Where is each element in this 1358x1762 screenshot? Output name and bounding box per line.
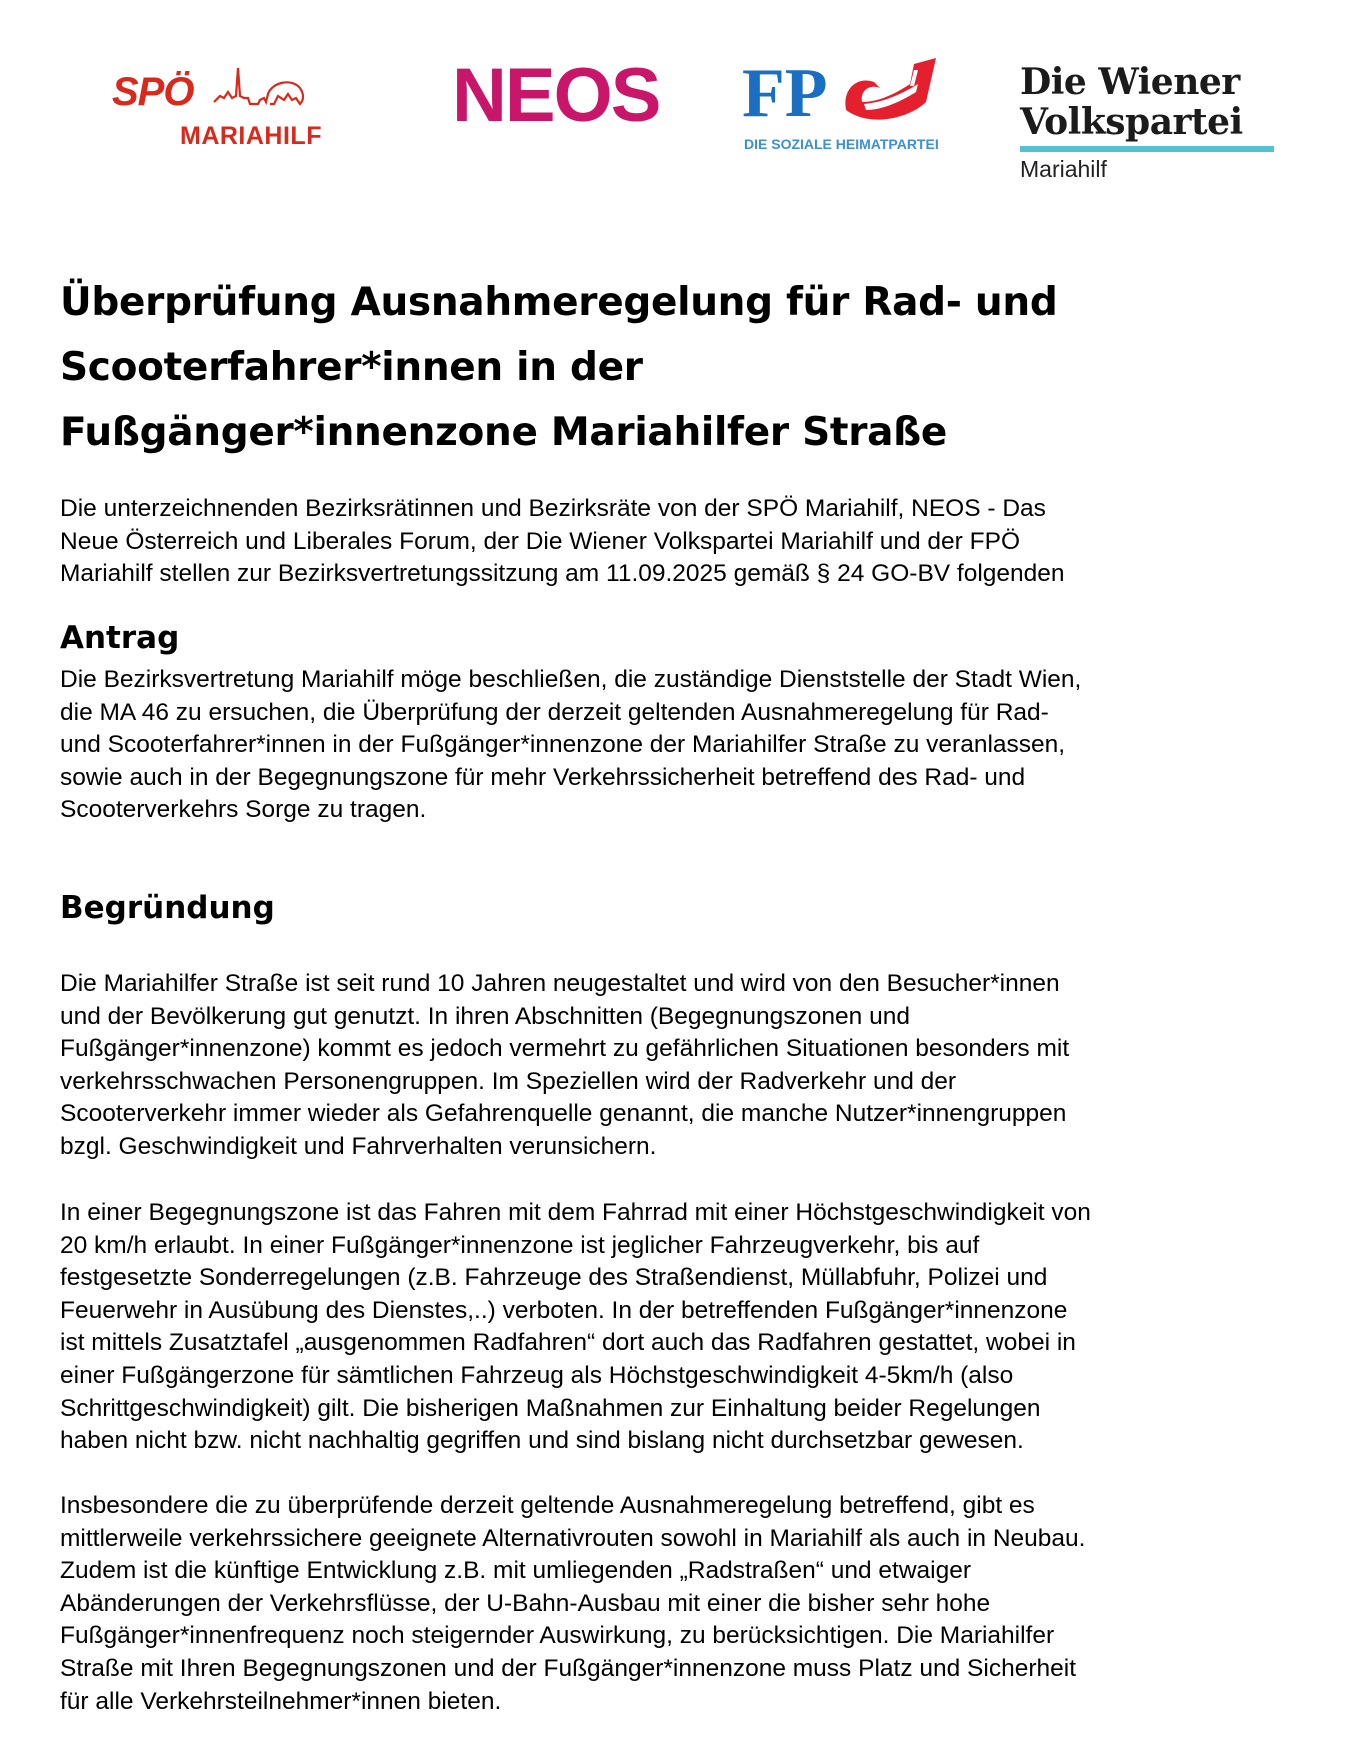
austrian-flag-swoosh-icon: [840, 58, 940, 130]
fpo-logo: [742, 56, 972, 156]
text-line: Die unterzeichnenden Bezirksrätinnen und Bezirksräte von der SPÖ Mariahilf, NEOS - Das: [60, 495, 1046, 522]
begruendung-paragraph-2: [60, 1197, 1305, 1458]
oevp-mariahilf-logo: [1020, 62, 1280, 192]
text-line: Fußgänger*innenfrequenz noch steigernder Auswirkung, zu berücksichtigen. Die Mariahilfer: [60, 1622, 1055, 1650]
text-line: Schrittgeschwindigkeit) gilt. Die bisherigen Maßnahmen zur Einhaltung beider Regelungen: [60, 1394, 1041, 1422]
text-line: haben nicht bzw. nicht nachhaltig gegriffen und sind bislang nicht durchsetzbar gewesen.: [60, 1427, 1024, 1455]
text-line: und der Bevölkerung gut genutzt. In ihren Abschnitten (Begegnungszonen und: [60, 1002, 910, 1030]
text-line: Mariahilf stellen zur Bezirksvertretungssitzung am 11.09.2025 gemäß § 24 GO-BV folgenden: [60, 560, 1065, 588]
neos-logo: NEOS: [452, 53, 660, 138]
text-line: Die Bezirksvertretung Mariahilf möge beschließen, die zuständige Dienststelle der Stadt Wien,: [60, 666, 1082, 693]
text-line: einer Fußgängerzone für sämtlichen Fahrzeug als Höchstgeschwindigkeit 4-5km/h (also: [60, 1361, 1014, 1389]
text-line: Insbesondere die zu überprüfende derzeit geltende Ausnahmeregelung betreffend, gibt es: [60, 1492, 1035, 1519]
fpo-logo-slogan: DIE SOZIALE HEIMATPARTEI: [744, 136, 939, 152]
text-line: festgesetzte Sonderregelungen (z.B. Fahrzeuge des Straßendienst, Müllabfuhr, Polizei und: [60, 1264, 1048, 1292]
text-line: Scooterverkehr immer wieder als Gefahrenquelle genannt, die manche Nutzer*innengruppen: [60, 1100, 1067, 1128]
title-line: Fußgänger*innenzone Mariahilfer Straße: [60, 410, 948, 455]
text-line: bzgl. Geschwindigkeit und Fahrverhalten verunsichern.: [60, 1132, 657, 1160]
title-line: Überprüfung Ausnahmeregelung für Rad- und: [60, 280, 1058, 325]
text-line: Die Mariahilfer Straße ist seit rund 10 Jahren neugestaltet und wird von den Besucher*innen: [60, 970, 1060, 997]
text-line: In einer Begegnungszone ist das Fahren mit dem Fahrrad mit einer Höchstgeschwindigkeit von: [60, 1199, 1091, 1226]
oevp-logo-line1: Die Wiener: [1020, 61, 1240, 103]
oevp-logo-divider: [1020, 146, 1274, 152]
begruendung-paragraph-1: [60, 968, 1305, 1164]
antrag-paragraph: [60, 664, 1305, 827]
begruendung-paragraph-3: [60, 1490, 1305, 1718]
text-line: Abänderungen der Verkehrsflüsse, der U-Bahn-Ausbau mit einer die bisher sehr hohe: [60, 1589, 991, 1617]
text-line: 20 km/h erlaubt. In einer Fußgänger*innenzone ist jeglicher Fahrzeugverkehr, bis auf: [60, 1231, 980, 1259]
fpo-logo-letters: FP: [742, 55, 828, 132]
text-line: verkehrsschwachen Personengruppen. Im Speziellen wird der Radverkehr und der: [60, 1067, 957, 1095]
oevp-logo-district: Mariahilf: [1020, 156, 1107, 182]
spo-logo-name: SPÖ: [112, 70, 194, 114]
vienna-skyline-icon: [212, 58, 337, 118]
text-line: und Scooterfahrer*innen in der Fußgänger*innenzone der Mariahilfer Straße zu veranlassen,: [60, 731, 1066, 759]
text-line: Zudem ist die künftige Entwicklung z.B. mit umliegenden „Radstraßen“ und etwaiger: [60, 1557, 972, 1585]
spo-logo-district: MARIAHILF: [180, 122, 322, 150]
text-line: sowie auch in der Begegnungszone für mehr Verkehrssicherheit betreffend des Rad- und: [60, 763, 1026, 791]
text-line: für alle Verkehrsteilnehmer*innen bieten.: [60, 1687, 502, 1715]
text-line: Scooterverkehrs Sorge zu tragen.: [60, 796, 427, 824]
spo-mariahilf-logo: [112, 58, 332, 158]
party-logos: [0, 0, 1358, 230]
text-line: Feuerwehr in Ausübung des Dienstes,..) verboten. In der betreffenden Fußgänger*innenzone: [60, 1296, 1068, 1324]
text-line: Neue Österreich und Liberales Forum, der Die Wiener Volkspartei Mariahilf und der FPÖ: [60, 527, 1020, 555]
oevp-logo-line2: Volkspartei: [1020, 101, 1243, 143]
title-line: Scooterfahrer*innen in der: [60, 345, 643, 390]
intro-paragraph: [60, 493, 1305, 591]
document-title: [60, 270, 1300, 465]
text-line: Fußgänger*innenzone) kommt es jedoch vermehrt zu gefährlichen Situationen besonders mit: [60, 1035, 1070, 1063]
text-line: mittlerweile verkehrssichere geeignete Alternativrouten sowohl in Mariahilf als auch in Neubau.: [60, 1524, 1086, 1552]
antrag-heading: Antrag: [60, 620, 180, 656]
text-line: ist mittels Zusatztafel „ausgenommen Radfahren“ dort auch das Radfahren gestattet, wobei in: [60, 1329, 1076, 1357]
begruendung-heading: Begründung: [60, 890, 275, 926]
text-line: Straße mit Ihren Begegnungszonen und der Fußgänger*innenzone muss Platz und Sicherheit: [60, 1654, 1077, 1682]
text-line: die MA 46 zu ersuchen, die Überprüfung der derzeit geltenden Ausnahmeregelung für Rad-: [60, 698, 1049, 726]
